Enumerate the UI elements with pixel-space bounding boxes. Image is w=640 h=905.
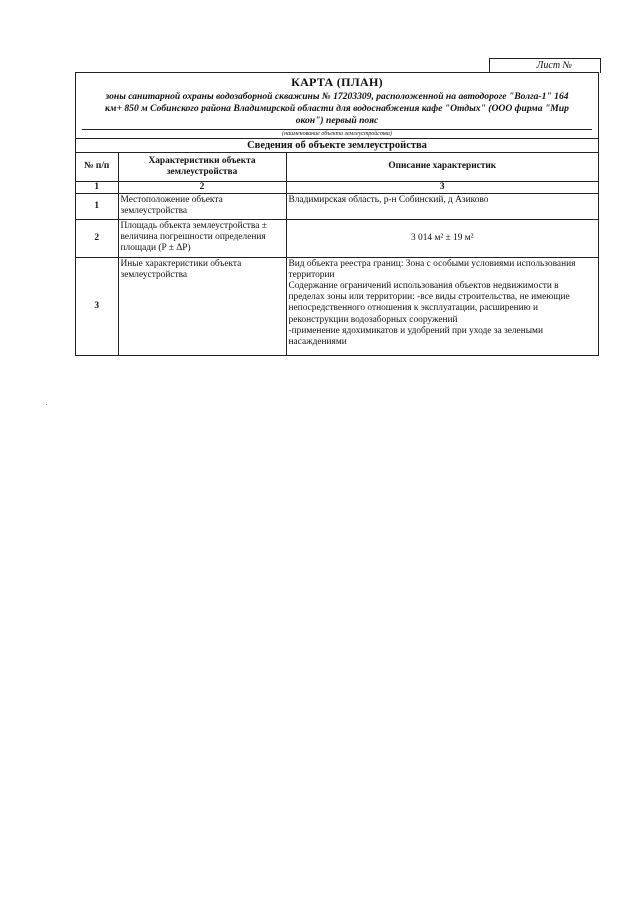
object-name-caption: (наименование объекта землеустройства) — [282, 131, 392, 137]
row-characteristic: Местоположение объекта землеустройства — [118, 193, 286, 219]
row-number: 1 — [76, 193, 118, 219]
header-description: Описание характеристик — [286, 153, 598, 181]
section-title: Сведения об объекте землеустройства — [76, 138, 598, 153]
document-frame — [75, 72, 599, 356]
description-line: Содержание ограничений использования объектов недвижимости в пределах зоны или территории: -все виды строительства, не имеющие непосредственного отношения к эксплуатации, расширению и реконструкции водозаборных сооружений — [288, 280, 570, 325]
row-number: 3 — [76, 257, 118, 355]
document-title: КАРТА (ПЛАН) — [291, 75, 383, 89]
column-number-row — [76, 181, 598, 193]
sheet-number-label: Лист № — [536, 60, 572, 71]
sheet-number-box — [489, 58, 601, 73]
row-description — [286, 219, 598, 257]
row-characteristic: Площадь объекта землеустройства ± величина погрешности определения площади (P ± ΔP) — [118, 219, 286, 257]
table-row — [76, 257, 598, 355]
table-header-row — [76, 153, 598, 181]
table-row — [76, 219, 598, 257]
row-description — [286, 193, 598, 219]
subtitle-line: км+ 850 м Собинского района Владимирской области для водоснабжения кафе "Отдых" (ООО фирма "Мир — [105, 103, 569, 114]
row-characteristic: Иные характеристики объекта землеустройства — [118, 257, 286, 355]
header-characteristics: Характеристики объекта землеустройства — [118, 153, 286, 181]
characteristics-table — [76, 153, 598, 355]
document-subtitle — [76, 90, 598, 127]
description-line: -применение ядохимикатов и удобрений при уходе за зелеными насаждениями — [288, 325, 543, 347]
column-number: 1 — [76, 181, 118, 193]
column-number: 3 — [286, 181, 598, 193]
header-num: № п/п — [76, 153, 118, 181]
row-description — [286, 257, 598, 355]
description-line: Вид объекта реестра границ: Зона с особыми условиями использования территории — [288, 258, 576, 280]
row-number: 2 — [76, 219, 118, 257]
description-line: 3 014 м² ± 19 м² — [411, 232, 474, 243]
subtitle-line: зоны санитарной охраны водозаборной скважины № 17203309, расположенной на автодороге "Волга-1" 164 — [105, 91, 569, 102]
subtitle-line: окон") первый пояс — [295, 115, 379, 126]
scan-speck — [46, 404, 47, 405]
table-row — [76, 193, 598, 219]
column-number: 2 — [118, 181, 286, 193]
description-line: Владимирская область, р-н Собинский, д Азиково — [288, 194, 489, 205]
